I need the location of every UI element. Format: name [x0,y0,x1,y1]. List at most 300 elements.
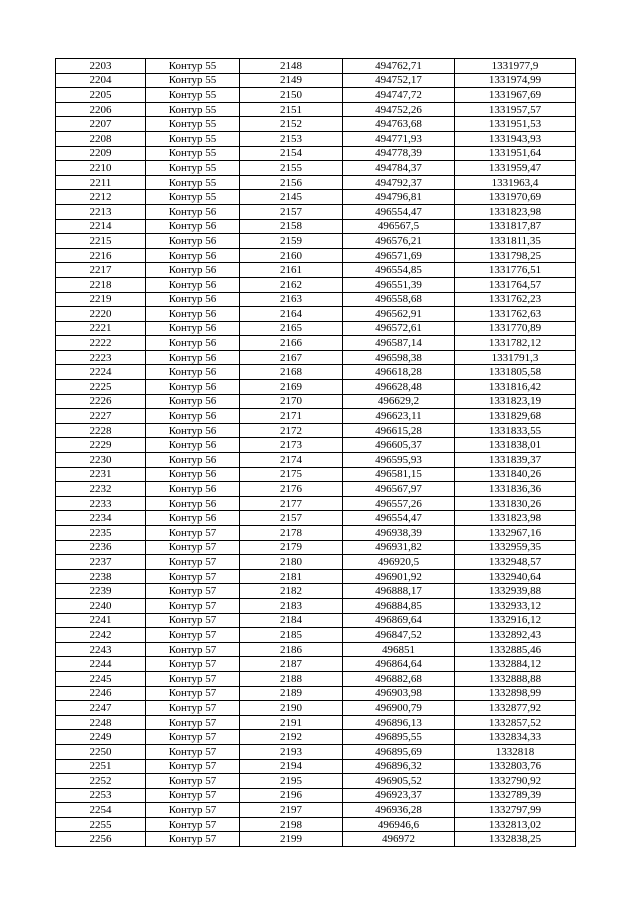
row-number-cell: 2209 [56,146,146,161]
point-number-cell: 2189 [240,686,343,701]
contour-name-cell: Контур 57 [146,613,240,628]
row-number-cell: 2230 [56,453,146,468]
y-coordinate-cell: 1331840,26 [455,467,576,482]
row-number-cell: 2233 [56,496,146,511]
x-coordinate-cell: 496557,26 [343,496,455,511]
row-number-cell: 2215 [56,234,146,249]
row-number-cell: 2225 [56,380,146,395]
y-coordinate-cell: 1332892,43 [455,628,576,643]
table-row [56,774,576,789]
table-row [56,175,576,190]
x-coordinate-cell: 496869,64 [343,613,455,628]
table-row [56,555,576,570]
table-row [56,350,576,365]
contour-name-cell: Контур 57 [146,730,240,745]
contour-name-cell: Контур 55 [146,88,240,103]
contour-name-cell: Контур 55 [146,59,240,74]
row-number-cell: 2213 [56,204,146,219]
row-number-cell: 2216 [56,248,146,263]
contour-name-cell: Контур 56 [146,219,240,234]
point-number-cell: 2157 [240,511,343,526]
table-row [56,423,576,438]
table-row [56,365,576,380]
table-body [56,59,576,847]
row-number-cell: 2229 [56,438,146,453]
point-number-cell: 2183 [240,598,343,613]
point-number-cell: 2164 [240,307,343,322]
table-row [56,496,576,511]
x-coordinate-cell: 496882,68 [343,671,455,686]
row-number-cell: 2212 [56,190,146,205]
point-number-cell: 2161 [240,263,343,278]
row-number-cell: 2251 [56,759,146,774]
point-number-cell: 2173 [240,438,343,453]
x-coordinate-cell: 496554,47 [343,204,455,219]
point-number-cell: 2195 [240,774,343,789]
x-coordinate-cell: 496888,17 [343,584,455,599]
x-coordinate-cell: 494747,72 [343,88,455,103]
x-coordinate-cell: 496623,11 [343,409,455,424]
point-number-cell: 2182 [240,584,343,599]
contour-name-cell: Контур 57 [146,540,240,555]
y-coordinate-cell: 1331816,42 [455,380,576,395]
y-coordinate-cell: 1332885,46 [455,642,576,657]
row-number-cell: 2223 [56,350,146,365]
row-number-cell: 2228 [56,423,146,438]
row-number-cell: 2241 [56,613,146,628]
point-number-cell: 2157 [240,204,343,219]
row-number-cell: 2221 [56,321,146,336]
point-number-cell: 2186 [240,642,343,657]
row-number-cell: 2226 [56,394,146,409]
y-coordinate-cell: 1331798,25 [455,248,576,263]
row-number-cell: 2220 [56,307,146,322]
y-coordinate-cell: 1331811,35 [455,234,576,249]
row-number-cell: 2222 [56,336,146,351]
y-coordinate-cell: 1331943,93 [455,131,576,146]
row-number-cell: 2250 [56,744,146,759]
y-coordinate-cell: 1332838,25 [455,832,576,847]
row-number-cell: 2204 [56,73,146,88]
x-coordinate-cell: 496972 [343,832,455,847]
contour-name-cell: Контур 55 [146,117,240,132]
x-coordinate-cell: 494771,93 [343,131,455,146]
contour-name-cell: Контур 55 [146,146,240,161]
contour-name-cell: Контур 55 [146,131,240,146]
y-coordinate-cell: 1332888,88 [455,671,576,686]
point-number-cell: 2154 [240,146,343,161]
point-number-cell: 2188 [240,671,343,686]
table-row [56,59,576,74]
table-row [56,336,576,351]
table-row [56,263,576,278]
table-row [56,642,576,657]
row-number-cell: 2245 [56,671,146,686]
point-number-cell: 2159 [240,234,343,249]
point-number-cell: 2193 [240,744,343,759]
y-coordinate-cell: 1332834,33 [455,730,576,745]
table-row [56,321,576,336]
point-number-cell: 2158 [240,219,343,234]
point-number-cell: 2178 [240,526,343,541]
y-coordinate-cell: 1331791,3 [455,350,576,365]
x-coordinate-cell: 496896,32 [343,759,455,774]
point-number-cell: 2179 [240,540,343,555]
row-number-cell: 2219 [56,292,146,307]
point-number-cell: 2174 [240,453,343,468]
table-row [56,73,576,88]
y-coordinate-cell: 1332959,35 [455,540,576,555]
point-number-cell: 2151 [240,102,343,117]
point-number-cell: 2150 [240,88,343,103]
row-number-cell: 2248 [56,715,146,730]
row-number-cell: 2227 [56,409,146,424]
table-row [56,744,576,759]
y-coordinate-cell: 1332939,88 [455,584,576,599]
point-number-cell: 2148 [240,59,343,74]
contour-name-cell: Контур 57 [146,628,240,643]
x-coordinate-cell: 496864,64 [343,657,455,672]
x-coordinate-cell: 496896,13 [343,715,455,730]
point-number-cell: 2177 [240,496,343,511]
table-row [56,584,576,599]
table-row [56,526,576,541]
point-number-cell: 2198 [240,817,343,832]
row-number-cell: 2249 [56,730,146,745]
contour-name-cell: Контур 56 [146,467,240,482]
point-number-cell: 2172 [240,423,343,438]
x-coordinate-cell: 496900,79 [343,701,455,716]
y-coordinate-cell: 1332967,16 [455,526,576,541]
y-coordinate-cell: 1331762,23 [455,292,576,307]
table-row [56,204,576,219]
contour-name-cell: Контур 56 [146,438,240,453]
contour-name-cell: Контур 57 [146,642,240,657]
point-number-cell: 2171 [240,409,343,424]
contour-name-cell: Контур 56 [146,321,240,336]
coordinates-table [55,58,576,847]
contour-name-cell: Контур 56 [146,365,240,380]
table-row [56,117,576,132]
point-number-cell: 2163 [240,292,343,307]
contour-name-cell: Контур 57 [146,555,240,570]
row-number-cell: 2256 [56,832,146,847]
y-coordinate-cell: 1331762,63 [455,307,576,322]
x-coordinate-cell: 496895,69 [343,744,455,759]
y-coordinate-cell: 1332813,02 [455,817,576,832]
point-number-cell: 2153 [240,131,343,146]
x-coordinate-cell: 496884,85 [343,598,455,613]
x-coordinate-cell: 496901,92 [343,569,455,584]
point-number-cell: 2196 [240,788,343,803]
row-number-cell: 2231 [56,467,146,482]
table-row [56,817,576,832]
contour-name-cell: Контур 55 [146,190,240,205]
contour-name-cell: Контур 56 [146,336,240,351]
table-row [56,409,576,424]
contour-name-cell: Контур 57 [146,657,240,672]
x-coordinate-cell: 494784,37 [343,161,455,176]
contour-name-cell: Контур 55 [146,175,240,190]
x-coordinate-cell: 496572,61 [343,321,455,336]
point-number-cell: 2168 [240,365,343,380]
x-coordinate-cell: 496946,6 [343,817,455,832]
point-number-cell: 2184 [240,613,343,628]
row-number-cell: 2247 [56,701,146,716]
table-row [56,292,576,307]
table-row [56,511,576,526]
y-coordinate-cell: 1331829,68 [455,409,576,424]
y-coordinate-cell: 1331838,01 [455,438,576,453]
x-coordinate-cell: 496931,82 [343,540,455,555]
y-coordinate-cell: 1331963,4 [455,175,576,190]
table-row [56,88,576,103]
table-row [56,803,576,818]
table-row [56,715,576,730]
point-number-cell: 2190 [240,701,343,716]
contour-name-cell: Контур 56 [146,482,240,497]
x-coordinate-cell: 496567,5 [343,219,455,234]
table-row [56,248,576,263]
table-row [56,832,576,847]
x-coordinate-cell: 496562,91 [343,307,455,322]
row-number-cell: 2235 [56,526,146,541]
y-coordinate-cell: 1332797,99 [455,803,576,818]
table-row [56,759,576,774]
y-coordinate-cell: 1332790,92 [455,774,576,789]
x-coordinate-cell: 496628,48 [343,380,455,395]
y-coordinate-cell: 1332884,12 [455,657,576,672]
contour-name-cell: Контур 55 [146,102,240,117]
contour-name-cell: Контур 56 [146,204,240,219]
table-row [56,701,576,716]
table-row [56,730,576,745]
table-row [56,628,576,643]
x-coordinate-cell: 494752,26 [343,102,455,117]
table-row [56,598,576,613]
y-coordinate-cell: 1331823,98 [455,511,576,526]
x-coordinate-cell: 496615,28 [343,423,455,438]
contour-name-cell: Контур 55 [146,161,240,176]
y-coordinate-cell: 1332877,92 [455,701,576,716]
point-number-cell: 2169 [240,380,343,395]
row-number-cell: 2234 [56,511,146,526]
point-number-cell: 2145 [240,190,343,205]
point-number-cell: 2199 [240,832,343,847]
row-number-cell: 2246 [56,686,146,701]
contour-name-cell: Контур 57 [146,715,240,730]
point-number-cell: 2176 [240,482,343,497]
x-coordinate-cell: 494796,81 [343,190,455,205]
point-number-cell: 2152 [240,117,343,132]
y-coordinate-cell: 1331974,99 [455,73,576,88]
point-number-cell: 2192 [240,730,343,745]
table-row [56,657,576,672]
x-coordinate-cell: 496629,2 [343,394,455,409]
contour-name-cell: Контур 57 [146,671,240,686]
y-coordinate-cell: 1331977,9 [455,59,576,74]
table-row [56,234,576,249]
row-number-cell: 2206 [56,102,146,117]
x-coordinate-cell: 496605,37 [343,438,455,453]
contour-name-cell: Контур 57 [146,744,240,759]
contour-name-cell: Контур 57 [146,803,240,818]
contour-name-cell: Контур 56 [146,307,240,322]
row-number-cell: 2214 [56,219,146,234]
y-coordinate-cell: 1331764,57 [455,277,576,292]
contour-name-cell: Контур 56 [146,350,240,365]
row-number-cell: 2208 [56,131,146,146]
x-coordinate-cell: 496923,37 [343,788,455,803]
y-coordinate-cell: 1331770,89 [455,321,576,336]
x-coordinate-cell: 496903,98 [343,686,455,701]
row-number-cell: 2207 [56,117,146,132]
contour-name-cell: Контур 57 [146,788,240,803]
x-coordinate-cell: 494792,37 [343,175,455,190]
table-row [56,146,576,161]
point-number-cell: 2162 [240,277,343,292]
row-number-cell: 2239 [56,584,146,599]
contour-name-cell: Контур 57 [146,832,240,847]
y-coordinate-cell: 1331833,55 [455,423,576,438]
point-number-cell: 2156 [240,175,343,190]
row-number-cell: 2252 [56,774,146,789]
table-row [56,788,576,803]
contour-name-cell: Контур 56 [146,511,240,526]
y-coordinate-cell: 1331839,37 [455,453,576,468]
row-number-cell: 2211 [56,175,146,190]
y-coordinate-cell: 1331782,12 [455,336,576,351]
table-row [56,686,576,701]
table-row [56,467,576,482]
contour-name-cell: Контур 57 [146,759,240,774]
y-coordinate-cell: 1331959,47 [455,161,576,176]
row-number-cell: 2240 [56,598,146,613]
contour-name-cell: Контур 57 [146,774,240,789]
point-number-cell: 2197 [240,803,343,818]
contour-name-cell: Контур 56 [146,453,240,468]
row-number-cell: 2242 [56,628,146,643]
y-coordinate-cell: 1332803,76 [455,759,576,774]
y-coordinate-cell: 1331970,69 [455,190,576,205]
contour-name-cell: Контур 56 [146,380,240,395]
y-coordinate-cell: 1331967,69 [455,88,576,103]
table-row [56,671,576,686]
y-coordinate-cell: 1331830,26 [455,496,576,511]
x-coordinate-cell: 496936,28 [343,803,455,818]
contour-name-cell: Контур 56 [146,277,240,292]
table-row [56,482,576,497]
contour-name-cell: Контур 56 [146,394,240,409]
contour-name-cell: Контур 55 [146,73,240,88]
contour-name-cell: Контур 56 [146,248,240,263]
point-number-cell: 2194 [240,759,343,774]
table-row [56,277,576,292]
row-number-cell: 2255 [56,817,146,832]
row-number-cell: 2218 [56,277,146,292]
point-number-cell: 2160 [240,248,343,263]
row-number-cell: 2217 [56,263,146,278]
point-number-cell: 2155 [240,161,343,176]
x-coordinate-cell: 494762,71 [343,59,455,74]
x-coordinate-cell: 496554,47 [343,511,455,526]
table-row [56,613,576,628]
y-coordinate-cell: 1332948,57 [455,555,576,570]
point-number-cell: 2165 [240,321,343,336]
x-coordinate-cell: 496895,55 [343,730,455,745]
contour-name-cell: Контур 56 [146,292,240,307]
table-row [56,569,576,584]
y-coordinate-cell: 1332940,64 [455,569,576,584]
x-coordinate-cell: 494752,17 [343,73,455,88]
point-number-cell: 2170 [240,394,343,409]
row-number-cell: 2237 [56,555,146,570]
x-coordinate-cell: 494778,39 [343,146,455,161]
x-coordinate-cell: 496847,52 [343,628,455,643]
y-coordinate-cell: 1331951,64 [455,146,576,161]
point-number-cell: 2191 [240,715,343,730]
x-coordinate-cell: 494763,68 [343,117,455,132]
y-coordinate-cell: 1332789,39 [455,788,576,803]
row-number-cell: 2243 [56,642,146,657]
x-coordinate-cell: 496576,21 [343,234,455,249]
contour-name-cell: Контур 57 [146,817,240,832]
table-row [56,161,576,176]
row-number-cell: 2232 [56,482,146,497]
x-coordinate-cell: 496598,38 [343,350,455,365]
point-number-cell: 2180 [240,555,343,570]
row-number-cell: 2205 [56,88,146,103]
table-row [56,453,576,468]
point-number-cell: 2167 [240,350,343,365]
row-number-cell: 2224 [56,365,146,380]
point-number-cell: 2181 [240,569,343,584]
x-coordinate-cell: 496618,28 [343,365,455,380]
y-coordinate-cell: 1331805,58 [455,365,576,380]
y-coordinate-cell: 1331951,53 [455,117,576,132]
x-coordinate-cell: 496851 [343,642,455,657]
x-coordinate-cell: 496551,39 [343,277,455,292]
y-coordinate-cell: 1332898,99 [455,686,576,701]
contour-name-cell: Контур 57 [146,584,240,599]
x-coordinate-cell: 496581,15 [343,467,455,482]
contour-name-cell: Контур 57 [146,598,240,613]
y-coordinate-cell: 1331836,36 [455,482,576,497]
x-coordinate-cell: 496571,69 [343,248,455,263]
contour-name-cell: Контур 56 [146,409,240,424]
table-row [56,380,576,395]
row-number-cell: 2238 [56,569,146,584]
table-row [56,102,576,117]
table-row [56,219,576,234]
point-number-cell: 2166 [240,336,343,351]
table-row [56,307,576,322]
point-number-cell: 2175 [240,467,343,482]
row-number-cell: 2203 [56,59,146,74]
point-number-cell: 2149 [240,73,343,88]
point-number-cell: 2187 [240,657,343,672]
row-number-cell: 2253 [56,788,146,803]
row-number-cell: 2236 [56,540,146,555]
y-coordinate-cell: 1331823,19 [455,394,576,409]
x-coordinate-cell: 496567,97 [343,482,455,497]
contour-name-cell: Контур 57 [146,526,240,541]
y-coordinate-cell: 1332916,12 [455,613,576,628]
contour-name-cell: Контур 57 [146,686,240,701]
table-row [56,540,576,555]
contour-name-cell: Контур 56 [146,496,240,511]
y-coordinate-cell: 1331776,51 [455,263,576,278]
